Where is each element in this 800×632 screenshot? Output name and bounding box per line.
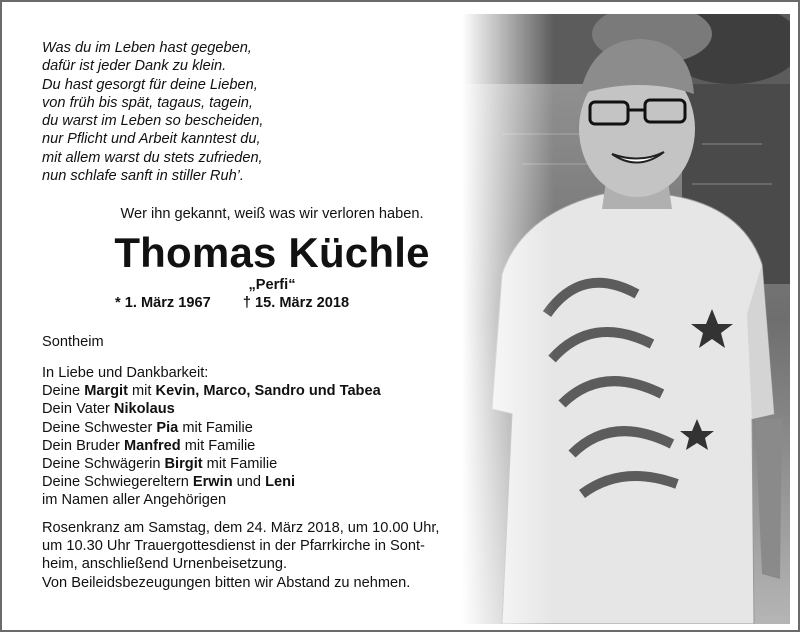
family-line: Deine Schwester Pia mit Familie	[42, 419, 253, 436]
death-date: † 15. März 2018	[242, 295, 350, 311]
hometown: Sontheim	[42, 334, 104, 350]
poem	[42, 39, 263, 185]
service-info	[42, 519, 439, 592]
family-line: Deine Margit mit Kevin, Marco, Sandro und Tabea	[42, 383, 381, 400]
poem-line: dafür ist jeder Dank zu klein.	[42, 58, 227, 75]
life-dates	[115, 295, 349, 311]
poem-line: du warst im Leben so bescheiden,	[42, 113, 264, 130]
poem-line: nun schlafe sanft in stiller Ruh’.	[42, 168, 244, 185]
family-line: Dein Bruder Manfred mit Familie	[42, 437, 256, 454]
portrait-photo	[462, 14, 790, 624]
service-line: Rosenkranz am Samstag, dem 24. März 2018, um 10.00 Uhr,	[42, 520, 440, 536]
memorial-quote: Wer ihn gekannt, weiß was wir verloren haben.	[120, 206, 424, 222]
service-line: heim, anschließend Urnenbeisetzung.	[42, 556, 287, 573]
family-line: Deine Schwiegereltern Erwin und Leni	[42, 474, 296, 491]
deceased-name: Thomas Küchle	[114, 229, 430, 276]
service-line: um 10.30 Uhr Trauergottesdienst in der Pfarrkirche in Sont-	[42, 538, 425, 555]
family-intro: In Liebe und Dankbarkeit:	[42, 365, 209, 381]
poem-line: nur Pflicht und Arbeit kanntest du,	[42, 131, 261, 148]
birth-date: * 1. März 1967	[115, 295, 211, 311]
family-line: Dein Vater Nikolaus	[42, 401, 175, 418]
closing-note: Von Beileidsbezeugungen bitten wir Abstand zu nehmen.	[42, 574, 411, 591]
poem-line: Was du im Leben hast gegeben,	[42, 40, 252, 56]
family-list	[42, 364, 381, 510]
poem-line: Du hast gesorgt für deine Lieben,	[42, 76, 258, 93]
family-line: Deine Schwägerin Birgit mit Familie	[42, 456, 278, 473]
poem-line: mit allem warst du stets zufrieden,	[42, 149, 263, 166]
family-outro: im Namen aller Angehörigen	[42, 492, 227, 509]
nickname: „Perfi“	[248, 277, 296, 293]
poem-line: von früh bis spät, tagaus, tagein,	[42, 94, 253, 111]
